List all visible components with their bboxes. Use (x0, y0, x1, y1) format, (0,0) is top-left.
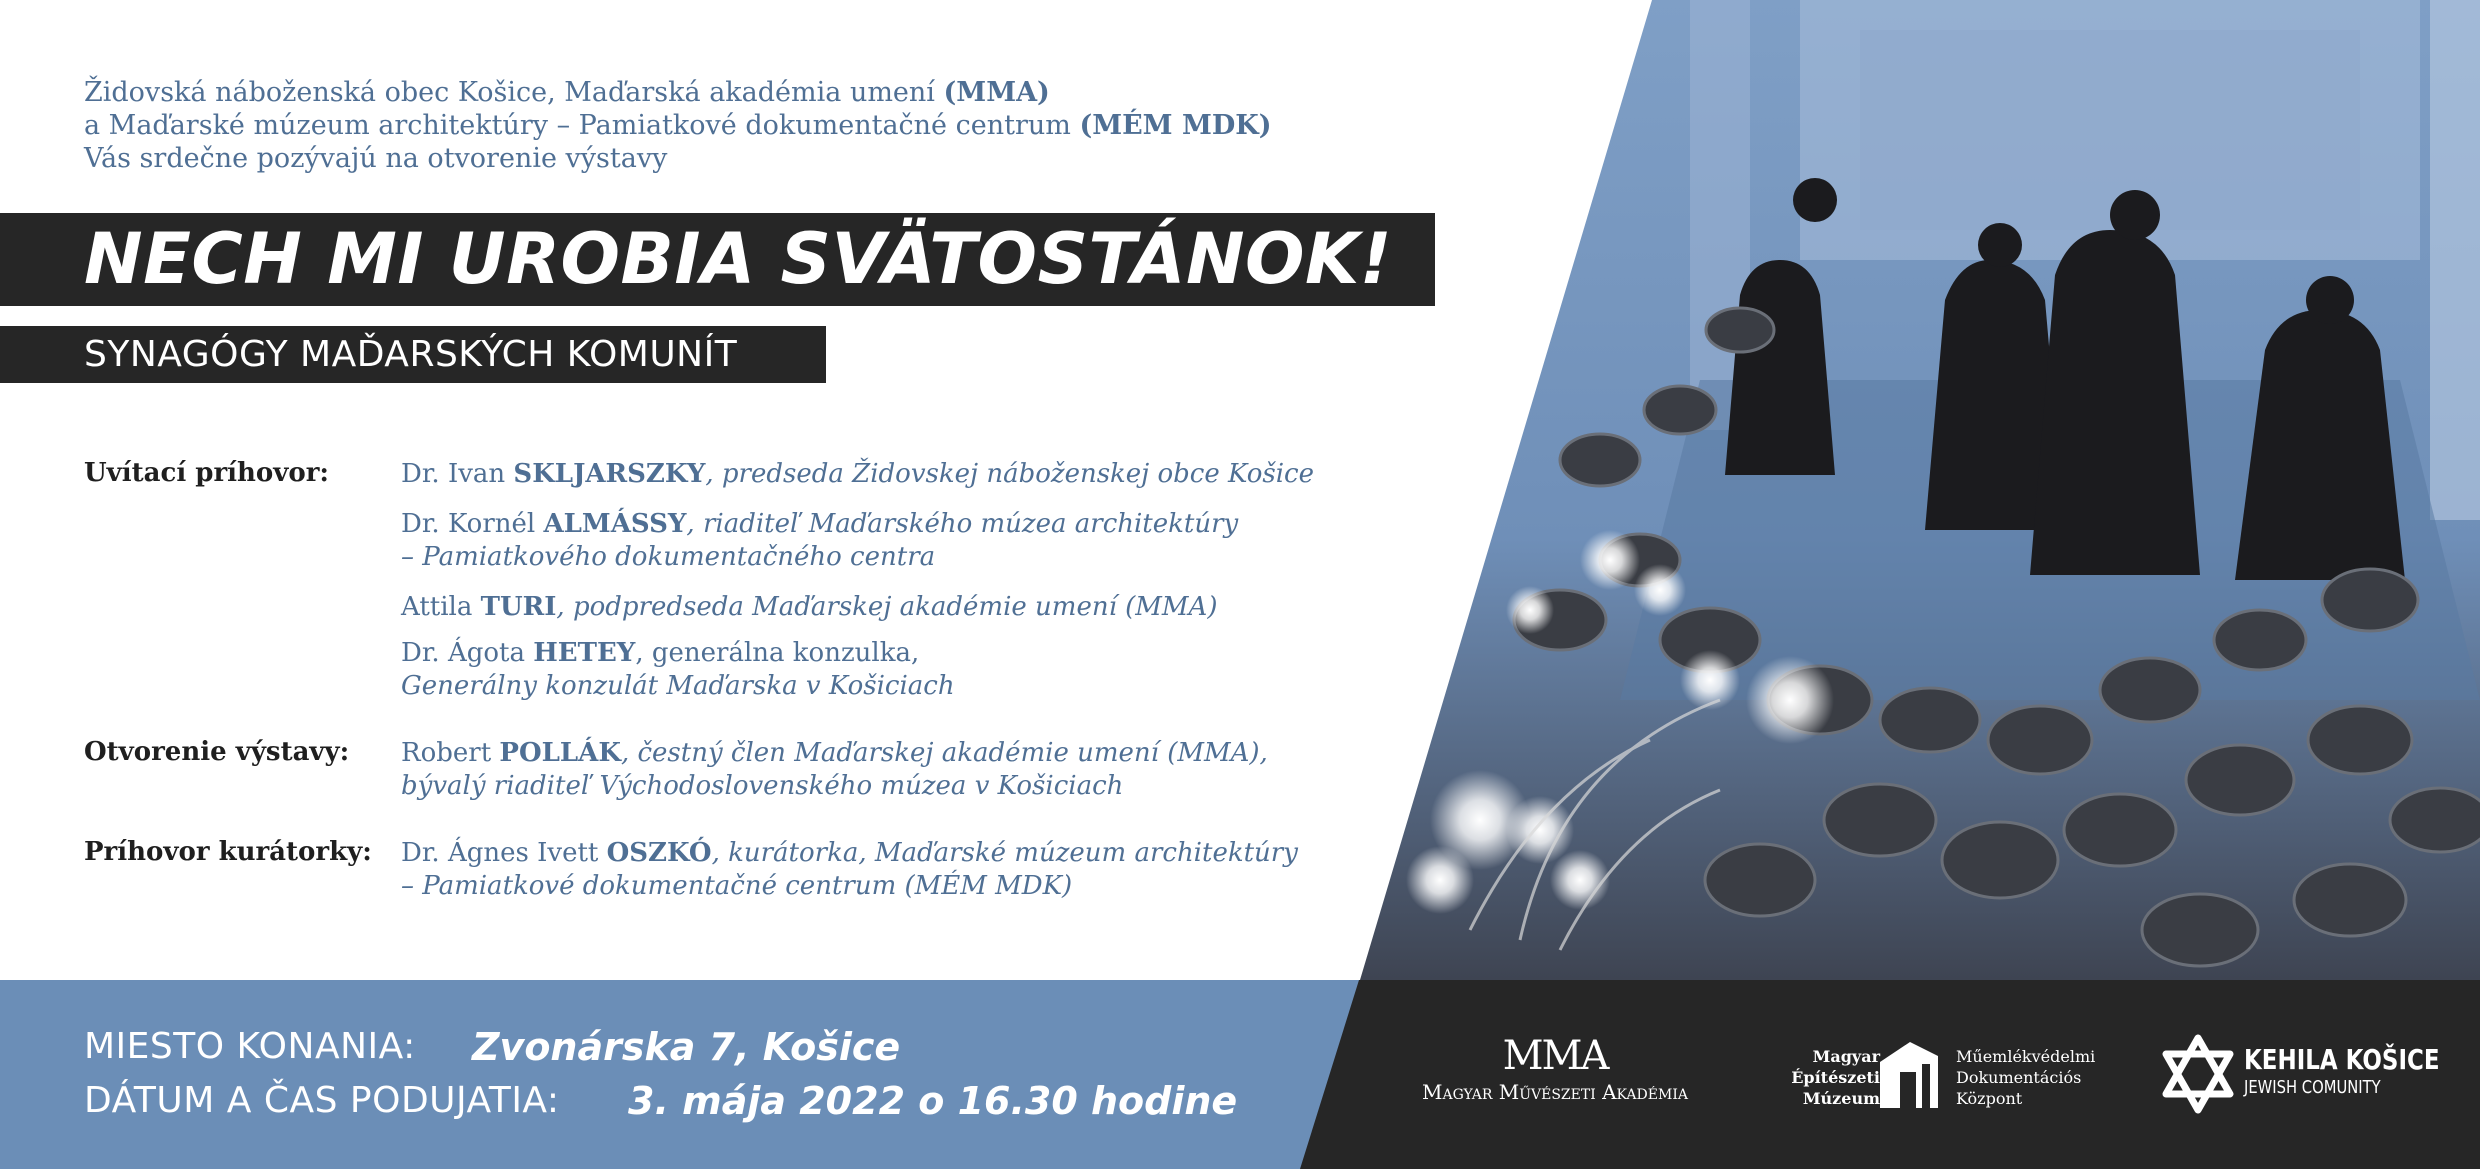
speaker-surname: ALMÁSSY (543, 509, 687, 539)
speaker-surname: HETEY (533, 638, 636, 668)
mma-name: Magyar Művészeti Akadémia (1422, 1080, 1688, 1104)
invite-line-3: Vás srdečne pozývajú na otvorenie výstavy (84, 143, 668, 174)
invitation-header (84, 76, 1414, 175)
venue-value: Zvonárska 7, Košice (472, 1025, 901, 1069)
date-label: DÁTUM A ČAS PODUJATIA: (84, 1080, 560, 1121)
speaker-entry: Robert POLLÁK, čestný člen Maďarskej akadémie umení (MMA), bývalý riaditeľ Východoslovenského múzea v Košiciach (401, 738, 1268, 801)
welcome-label: Uvítací príhovor: (84, 458, 330, 488)
exhibition-title: NECH MI UROBIA SVÄTOSTÁNOK! (84, 218, 1393, 300)
mma-abbrev: (MMA) (943, 77, 1050, 108)
footer-info-panel (0, 980, 1360, 1169)
speaker-surname: SKLJARSZKY (513, 459, 706, 489)
date-value: 3. mája 2022 o 16.30 hodine (628, 1079, 1238, 1123)
speaker-entry: Dr. Ágota HETEY, generálna konzulka, Generálny konzulát Maďarska v Košiciach (401, 638, 955, 701)
invite-line-2: a Maďarské múzeum architektúry – Pamiatkové dokumentačné centrum (MÉM MDK) (84, 110, 1272, 141)
venue-label: MIESTO KONANIA: (84, 1026, 416, 1067)
speaker-entry: Dr. Ágnes Ivett OSZKÓ, kurátorka, Maďarské múzeum architektúry – Pamiatkové dokumentačné centrum (MÉM MDK) (401, 838, 1298, 901)
speaker-surname: OSZKÓ (606, 838, 712, 868)
mdk-logo-text: Műemlékvédelmi Dokumentációs Központ (1956, 1047, 2096, 1108)
mma-mark: MMA (1502, 1033, 1608, 1079)
exhibition-subtitle: SYNAGÓGY MAĎARSKÝCH KOMUNÍT (84, 334, 738, 375)
invite-line-1: Židovská náboženská obec Košice, Maďarská akadémia umení (MMA) (84, 77, 1050, 108)
curator-label: Príhovor kurátorky: (84, 837, 372, 867)
speaker-surname: TURI (480, 592, 557, 622)
mem-mdk-abbrev: (MÉM MDK) (1079, 110, 1272, 141)
mem-logo-text: Magyar Építészeti Múzeum (1791, 1047, 1880, 1108)
mma-logo (1400, 1034, 1710, 1106)
opening-label: Otvorenie výstavy: (84, 737, 350, 767)
speaker-entry: Dr. Ivan SKLJARSZKY, predseda Židovskej náboženskej obce Košice (401, 459, 1315, 489)
speaker-surname: POLLÁK (499, 738, 621, 768)
kehila-logo-text: KEHILA KOŠICE JEWISH COMUNITY (2244, 1043, 2440, 1098)
building-icon (1876, 1038, 1942, 1110)
star-of-david-icon (2160, 1034, 2236, 1114)
speaker-entry: Attila TURI, podpredseda Maďarskej akadémie umení (MMA) (401, 592, 1218, 622)
speaker-entry: Dr. Kornél ALMÁSSY, riaditeľ Maďarského múzea architektúry – Pamiatkového dokumentačného centra (401, 509, 1239, 572)
